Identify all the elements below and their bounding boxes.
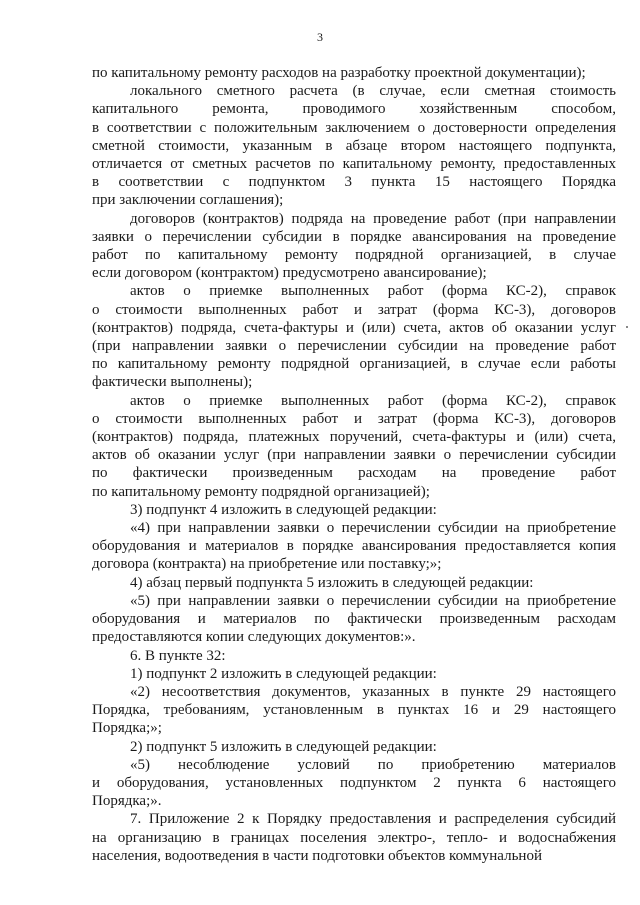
- paragraph-p11: [92, 665, 616, 683]
- paragraph-p9: [92, 592, 616, 647]
- text-line: Порядка;»;: [92, 720, 162, 737]
- text-line: в соответствии с подпунктом 3 пункта 15 настоящего Порядка: [92, 174, 616, 191]
- text-line: (контрактов) подряда, счета-фактуры и (или) счета, актов об оказании услуг: [92, 319, 616, 336]
- paragraph-p5: [92, 392, 616, 501]
- paragraph-p4: [92, 282, 616, 391]
- margin-speck: [626, 326, 628, 328]
- paragraph-p7: [92, 519, 616, 574]
- text-line: при заключении соглашения);: [92, 192, 284, 209]
- text-line: предоставляются копии следующих документов:».: [92, 629, 416, 646]
- text-line: «5) несоблюдение условий по приобретению материалов: [130, 756, 616, 773]
- paragraph-p2: [92, 82, 616, 209]
- text-line: актов о приемке выполненных работ (форма КС-2), справок: [130, 392, 616, 409]
- paragraph-p1: [92, 64, 616, 82]
- text-line: «5) при направлении заявки о перечислении субсидии на приобретение: [130, 592, 616, 609]
- paragraph-p15: [92, 810, 616, 865]
- text-line: «2) несоответствия документов, указанных в пункте 29 настоящего: [130, 683, 616, 700]
- text-line: Порядка;».: [92, 793, 162, 810]
- text-line: заявки о перечислении субсидии в порядке авансирования на проведение: [92, 228, 616, 245]
- paragraph-p13: [92, 738, 616, 756]
- text-line: 4) абзац первый подпункта 5 изложить в следующей редакции:: [130, 574, 534, 591]
- text-line: договора (контракта) на приобретение или поставку;»;: [92, 556, 442, 573]
- text-line: оборудования и материалов в порядке авансирования предоставляется копия: [92, 538, 616, 555]
- text-line: (при направлении заявки о перечислении субсидии на проведение работ: [92, 338, 616, 355]
- paragraph-p10: [92, 647, 616, 665]
- text-line: работ по капитальному ремонту подрядной организацией, в случае: [92, 247, 616, 264]
- text-line: капитального ремонта, проводимого хозяйственным способом,: [92, 101, 616, 118]
- text-line: если договором (контрактом) предусмотрено авансирование);: [92, 265, 487, 282]
- text-line: 3) подпункт 4 изложить в следующей редакции:: [130, 501, 437, 518]
- text-line: по капитальному ремонту подрядной организацией);: [92, 483, 430, 500]
- text-line: отличается от сметных расчетов по капитальному ремонту, предоставленных: [92, 156, 616, 173]
- text-line: Порядка, требованиям, установленным в пунктах 16 и 29 настоящего: [92, 702, 616, 719]
- text-line: 1) подпункт 2 изложить в следующей редакции:: [130, 665, 437, 682]
- text-line: «4) при направлении заявки о перечислении субсидии на приобретение: [130, 520, 616, 537]
- text-line: актов о приемке выполненных работ (форма КС-2), справок: [130, 283, 616, 300]
- text-line: населения, водоотведения в части подготовки объектов коммунальной: [92, 847, 542, 864]
- text-line: (контрактов) подряда, платежных поручений, счета-фактуры и (или) счета,: [92, 429, 616, 446]
- text-line: по капитальному ремонту расходов на разработку проектной документации);: [92, 65, 586, 81]
- text-line: локального сметного расчета (в случае, если сметная стоимость: [130, 83, 616, 100]
- text-line: фактически выполнены);: [92, 374, 253, 391]
- text-line: сметной стоимости, указанным в абзаце втором настоящего подпункта,: [92, 137, 616, 154]
- text-line: 2) подпункт 5 изложить в следующей редакции:: [130, 738, 437, 755]
- text-line: 6. В пункте 32:: [130, 647, 226, 664]
- paragraph-p14: [92, 756, 616, 811]
- page-number: 3: [317, 30, 323, 44]
- paragraph-p3: [92, 210, 616, 283]
- text-line: и оборудования, установленных подпунктом 2 пункта 6 настоящего: [92, 774, 616, 791]
- paragraph-p12: [92, 683, 616, 738]
- document-body: [92, 64, 616, 865]
- text-line: оборудования и материалов по фактически произведенным расходам: [92, 611, 616, 628]
- text-line: 7. Приложение 2 к Порядку предоставления и распределения субсидий: [130, 811, 616, 828]
- text-line: актов об оказании услуг (при направлении заявки о перечислении субсидии: [92, 447, 616, 464]
- text-line: о стоимости выполненных работ и затрат (форма КС-3), договоров: [92, 301, 616, 318]
- paragraph-p8: [92, 574, 616, 592]
- paragraph-p6: [92, 501, 616, 519]
- text-line: по капитальному ремонту подрядной организацией, в случае если работы: [92, 356, 616, 373]
- text-line: на организацию в границах поселения электро-, тепло- и водоснабжения: [92, 829, 616, 846]
- text-line: по фактически произведенным расходам на проведение работ: [92, 465, 616, 482]
- text-line: договоров (контрактов) подряда на проведение работ (при направлении: [130, 210, 616, 227]
- text-line: о стоимости выполненных работ и затрат (форма КС-3), договоров: [92, 410, 616, 427]
- text-line: в соответствии с положительным заключением о достоверности определения: [92, 119, 616, 136]
